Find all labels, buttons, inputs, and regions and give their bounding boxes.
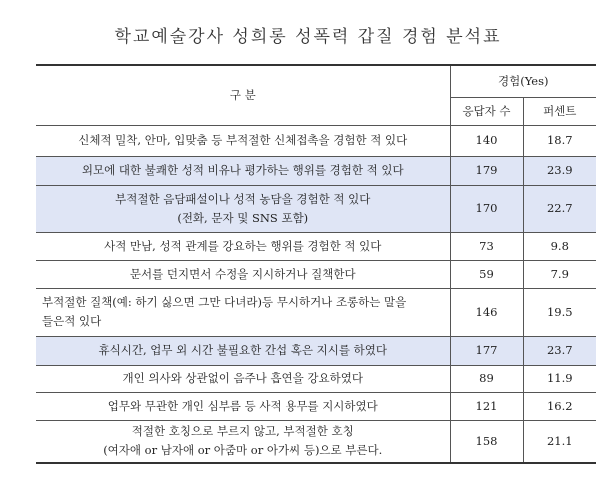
description-line: 신체적 밀착, 안마, 입맞춤 등 부적절한 신체접촉을 경험한 적 있다	[78, 133, 408, 147]
row-count: 59	[450, 260, 523, 288]
row-percent: 23.9	[523, 156, 596, 185]
table-row	[36, 260, 596, 288]
row-count: 89	[450, 365, 523, 392]
row-percent: 16.2	[523, 392, 596, 420]
row-count: 140	[450, 125, 523, 156]
row-description	[36, 336, 450, 365]
table-body	[36, 125, 596, 463]
row-percent: 9.8	[523, 232, 596, 260]
row-count: 177	[450, 336, 523, 365]
row-count: 170	[450, 185, 523, 232]
row-description	[36, 232, 450, 260]
row-description	[36, 365, 450, 392]
header-respondents: 응답자 수	[450, 97, 523, 125]
description-line: 외모에 대한 불쾌한 성적 비유나 평가하는 행위를 경험한 적 있다	[81, 163, 404, 177]
description-line: 업무와 무관한 개인 심부름 등 사적 용무를 지시하였다	[107, 398, 378, 413]
description-line: (전화, 문자 및 SNS 포함)	[177, 210, 309, 225]
description-line: 사적 만남, 성적 관계를 강요하는 행위를 경험한 적 있다	[104, 238, 382, 253]
description-line: 부적절한 음담패설이나 성적 농담을 경험한 적 있다	[115, 191, 371, 206]
table-row	[36, 420, 596, 463]
header-experience: 경험(Yes)	[450, 65, 596, 97]
row-percent: 22.7	[523, 185, 596, 232]
experience-table	[36, 64, 596, 464]
table-row	[36, 288, 596, 336]
row-description	[36, 260, 450, 288]
description-line: 개인 의사와 상관없이 음주나 흡연을 강요하였다	[122, 371, 363, 385]
row-percent: 7.9	[523, 260, 596, 288]
row-count: 146	[450, 288, 523, 336]
row-description	[36, 288, 450, 336]
row-count: 158	[450, 420, 523, 463]
header-category: 구 분	[36, 65, 450, 125]
header-percent: 퍼센트	[523, 97, 596, 125]
row-count: 73	[450, 232, 523, 260]
row-percent: 11.9	[523, 365, 596, 392]
table-row	[36, 336, 596, 365]
row-description	[36, 420, 450, 463]
row-percent: 21.1	[523, 420, 596, 463]
description-line: 휴식시간, 업무 외 시간 불필요한 간섭 혹은 지시를 하였다	[98, 343, 387, 357]
row-description	[36, 392, 450, 420]
row-percent: 23.7	[523, 336, 596, 365]
row-count: 179	[450, 156, 523, 185]
description-line: 문서를 던지면서 수정을 지시하거나 질책한다	[129, 266, 356, 281]
row-description	[36, 185, 450, 232]
row-percent: 18.7	[523, 125, 596, 156]
table-row	[36, 365, 596, 392]
description-line: 적절한 호칭으로 부르지 않고, 부적절한 호칭	[131, 424, 354, 439]
row-percent: 19.5	[523, 288, 596, 336]
description-line: 부적절한 질책(예: 하기 싫으면 그만 다녀라)등 무시하거나 조롱하는 말을	[42, 295, 407, 309]
table-row	[36, 156, 596, 185]
page-title: 학교예술강사 성희롱 성폭력 갑질 경험 분석표	[114, 27, 502, 47]
row-count: 121	[450, 392, 523, 420]
table-row	[36, 392, 596, 420]
row-description	[36, 125, 450, 156]
table-row	[36, 125, 596, 156]
table-row	[36, 185, 596, 232]
table-row	[36, 232, 596, 260]
row-description	[36, 156, 450, 185]
description-line: (여자애 or 남자애 or 아줌마 or 아가씨 등)으로 부른다.	[103, 443, 383, 458]
description-line: 들은적 있다	[42, 314, 102, 328]
